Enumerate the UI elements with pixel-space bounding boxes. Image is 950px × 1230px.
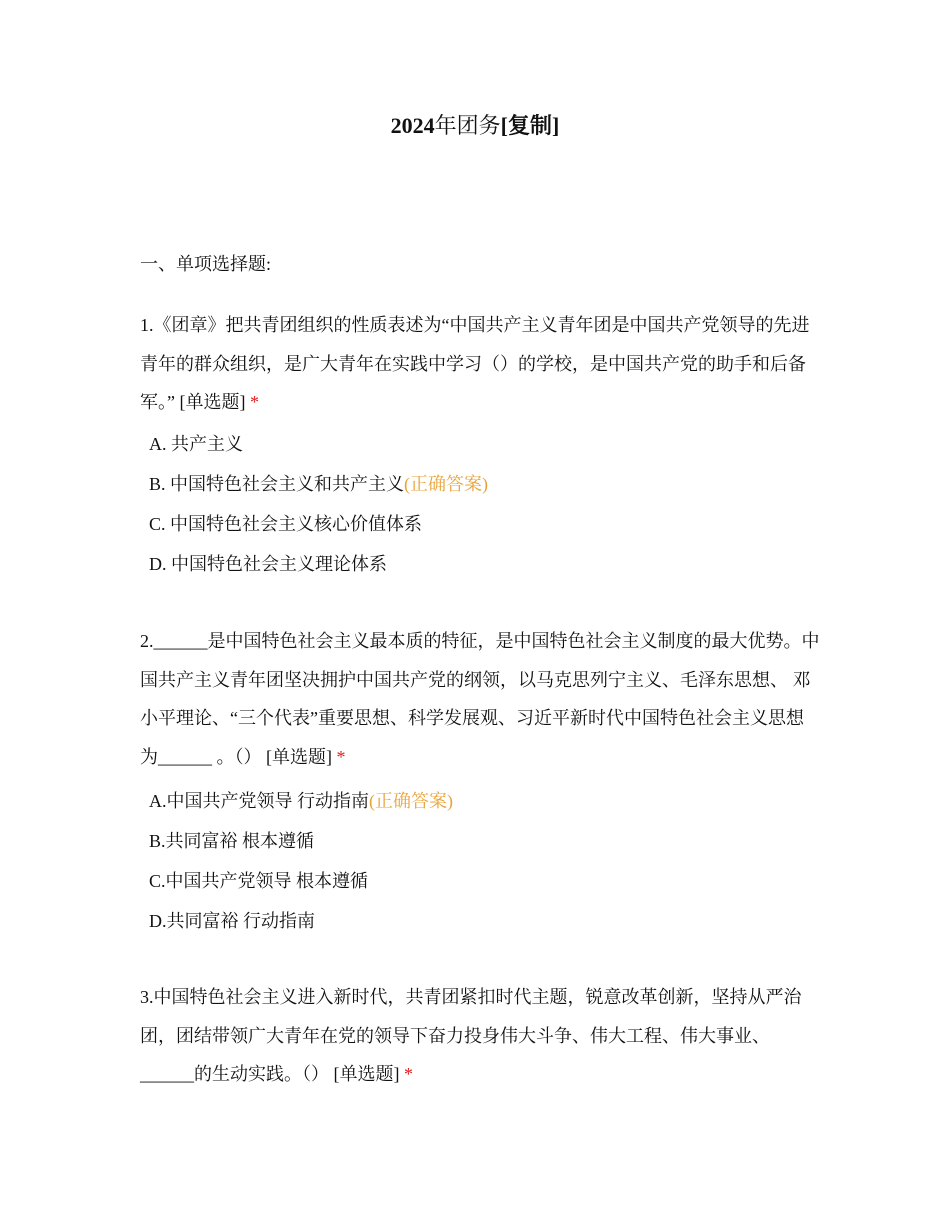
question-2-options xyxy=(149,781,453,941)
correct-answer-tag: (正确答案) xyxy=(369,791,453,811)
page-title xyxy=(0,108,950,144)
option-label: D. 中国特色社会主义理论体系 xyxy=(149,554,387,574)
question-text: 3.中国特色社会主义进入新时代，共青团紧扣时代主题，锐意改革创新，坚持从严治 团，团结带领广大青年在党的领导下奋力投身伟大斗争、伟大工程、伟大事业、______的生动实践。（） xyxy=(140,987,802,1084)
required-marker: * xyxy=(404,1064,413,1084)
question-type: [单选题] xyxy=(266,746,332,767)
option-label: D.共同富裕 行动指南 xyxy=(149,911,315,931)
question-text: 2.______是中国特色社会主义最本质的特征，是中国特色社会主义制度的最大优势。中国共产主义青年团坚决拥护中国共产党的纲领，以马克思列宁主义、毛泽东思想、 邓小平理论、“三个代表”重要思想、科学发展观、习近平新时代中国特色社会主义思想为______ 。（） xyxy=(140,631,820,767)
option-b[interactable] xyxy=(149,821,453,861)
question-type: [单选题] xyxy=(179,392,246,412)
option-a[interactable] xyxy=(149,424,488,464)
option-label: B.共同富裕 根本遵循 xyxy=(149,831,315,851)
correct-answer-tag: (正确答案) xyxy=(404,474,489,494)
section-heading: 一、单项选择题: xyxy=(140,254,272,274)
title-year: 2024 xyxy=(390,113,435,138)
question-3 xyxy=(140,978,820,1094)
option-b[interactable] xyxy=(149,464,488,504)
question-1-options xyxy=(149,424,488,584)
option-label: C. 中国特色社会主义核心价值体系 xyxy=(149,514,423,534)
option-a[interactable] xyxy=(149,781,453,821)
question-text: 1.《团章》把共青团组织的性质表述为“中国共产主义青年团是中国共产党领导的先进青年的群众组织，是广大青年在实践中学习（）的学校，是中国共产党的助手和后备军。” xyxy=(140,315,810,412)
option-label: C.中国共产党领导 根本遵循 xyxy=(149,871,369,891)
option-c[interactable] xyxy=(149,504,488,544)
title-text: 年团务 xyxy=(434,113,501,138)
option-c[interactable] xyxy=(149,861,453,901)
title-copy-tag: [复制] xyxy=(500,113,560,138)
option-d[interactable] xyxy=(149,901,453,941)
required-marker: * xyxy=(250,392,259,412)
question-1 xyxy=(140,306,820,422)
option-label: B. 中国特色社会主义和共产主义 xyxy=(149,474,405,494)
option-label: A.中国共产党领导 行动指南 xyxy=(149,791,369,811)
required-marker: * xyxy=(336,746,346,767)
question-type: [单选题] xyxy=(333,1064,400,1084)
option-d[interactable] xyxy=(149,544,488,584)
option-label: A. 共产主义 xyxy=(149,434,243,454)
question-2 xyxy=(140,622,820,776)
